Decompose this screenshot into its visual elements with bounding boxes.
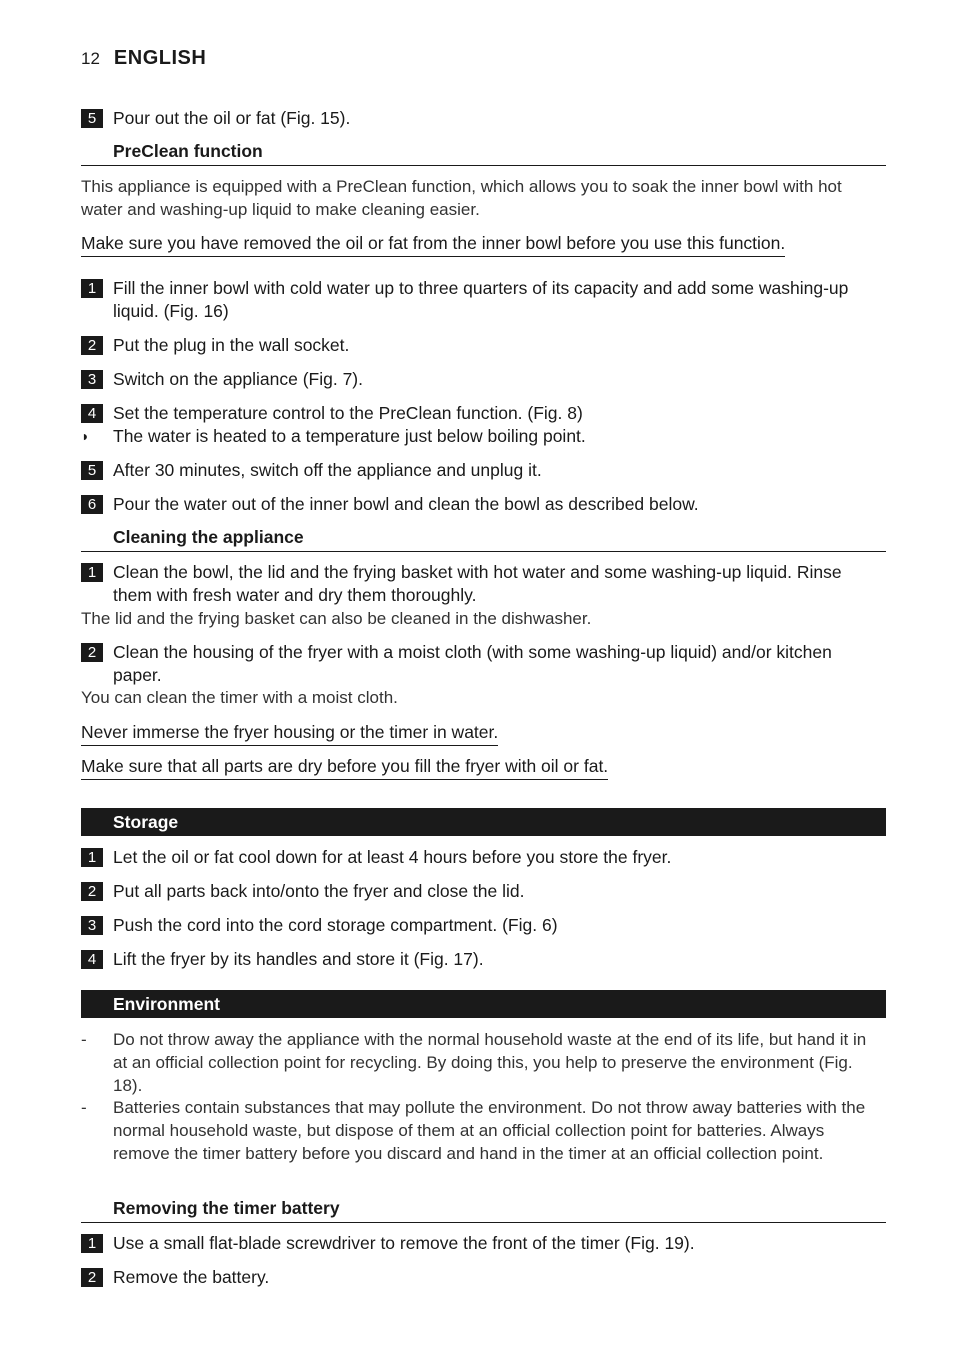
section-heading-battery: Removing the timer battery (81, 1198, 886, 1223)
step-text: Switch on the appliance (Fig. 7). (113, 369, 363, 389)
step-text: Put the plug in the wall socket. (113, 335, 350, 355)
page-header (81, 47, 206, 70)
step-pour-oil (81, 107, 871, 130)
step-text: Put all parts back into/onto the fryer and close the lid. (113, 881, 525, 901)
step-text: Set the temperature control to the PreClean function. (Fig. 8) (113, 403, 583, 423)
page-number: 12 (81, 49, 100, 68)
list-item (81, 914, 871, 937)
step-number: 2 (81, 336, 103, 355)
list-item (81, 1232, 871, 1255)
step-number: 3 (81, 916, 103, 935)
list-item (81, 368, 871, 391)
list-item (81, 1266, 871, 1289)
list-item (81, 493, 871, 516)
step-number: 4 (81, 404, 103, 423)
step-number: 5 (81, 461, 103, 480)
dash-marker: - (81, 1030, 87, 1049)
step-text: Use a small flat-blade screwdriver to remove the front of the timer (Fig. 19). (113, 1233, 695, 1253)
step-text: Fill the inner bowl with cold water up to three quarters of its capacity and add some washing-up liquid. (Fig. 16) (113, 278, 849, 321)
step-number: 1 (81, 1234, 103, 1253)
step-number: 1 (81, 563, 103, 582)
step-number: 2 (81, 882, 103, 901)
list-item (81, 846, 871, 869)
step-number: 2 (81, 1268, 103, 1287)
step-number: 4 (81, 950, 103, 969)
list-item (81, 1096, 871, 1165)
step-text: Lift the fryer by its handles and store it (Fig. 17). (113, 949, 484, 969)
step-number: 1 (81, 848, 103, 867)
result-text: The water is heated to a temperature just below boiling point. (113, 426, 586, 446)
step-text: Clean the bowl, the lid and the frying basket with hot water and some washing-up liquid. Rinse them with fresh water and dry them thoroughly. (113, 562, 842, 605)
list-item (81, 334, 871, 357)
result-marker-icon: ◗ (81, 428, 90, 444)
step-text: After 30 minutes, switch off the appliance and unplug it. (113, 460, 542, 480)
step-text: Push the cord into the cord storage compartment. (Fig. 6) (113, 915, 558, 935)
list-item-text: Batteries contain substances that may pollute the environment. Do not throw away batteries with the normal household waste, but dispose of them at an official collection point for batteries. Always remove the timer battery before you discard and hand in the timer at an official collection point. (113, 1098, 866, 1163)
step-number: 3 (81, 370, 103, 389)
cleaning-note-timer: You can clean the timer with a moist cloth. (81, 688, 398, 707)
step-number: 2 (81, 643, 103, 662)
list-item (81, 277, 871, 323)
list-item (81, 880, 871, 903)
list-item (81, 641, 871, 687)
list-item (81, 561, 871, 607)
step-number: 6 (81, 495, 103, 514)
cleaning-warning-dry: Make sure that all parts are dry before you fill the fryer with oil or fat. (81, 755, 608, 780)
step-text: Remove the battery. (113, 1267, 270, 1287)
list-item (81, 1028, 871, 1097)
section-heading-storage: Storage (81, 808, 886, 836)
step-text: Pour the water out of the inner bowl and clean the bowl as described below. (113, 494, 699, 514)
preclean-warning: Make sure you have removed the oil or fat from the inner bowl before you use this function. (81, 232, 785, 257)
section-heading-preclean: PreClean function (81, 141, 886, 166)
dash-marker: - (81, 1098, 87, 1117)
step-number: 1 (81, 279, 103, 298)
step-text: Pour out the oil or fat (Fig. 15). (113, 108, 351, 128)
list-item (81, 948, 871, 971)
section-heading-cleaning: Cleaning the appliance (81, 527, 886, 552)
cleaning-warning-immerse: Never immerse the fryer housing or the timer in water. (81, 721, 498, 746)
list-item (81, 459, 871, 482)
section-heading-environment: Environment (81, 990, 886, 1018)
step-result (81, 425, 871, 448)
cleaning-note-dishwasher: The lid and the frying basket can also be cleaned in the dishwasher. (81, 609, 592, 628)
step-text: Let the oil or fat cool down for at least 4 hours before you store the fryer. (113, 847, 672, 867)
list-item-text: Do not throw away the appliance with the normal household waste at the end of its life, but hand it in at an official collection point for recycling. By doing this, you help to preserve the environment (Fig. 18). (113, 1030, 867, 1095)
list-item (81, 402, 871, 425)
step-number: 5 (81, 109, 103, 128)
language-label: ENGLISH (113, 47, 207, 69)
preclean-intro: This appliance is equipped with a PreClean function, which allows you to soak the inner bowl with hot water and washing-up liquid to make cleaning easier. (81, 177, 842, 219)
step-text: Clean the housing of the fryer with a moist cloth (with some washing-up liquid) and/or kitchen paper. (113, 642, 832, 685)
